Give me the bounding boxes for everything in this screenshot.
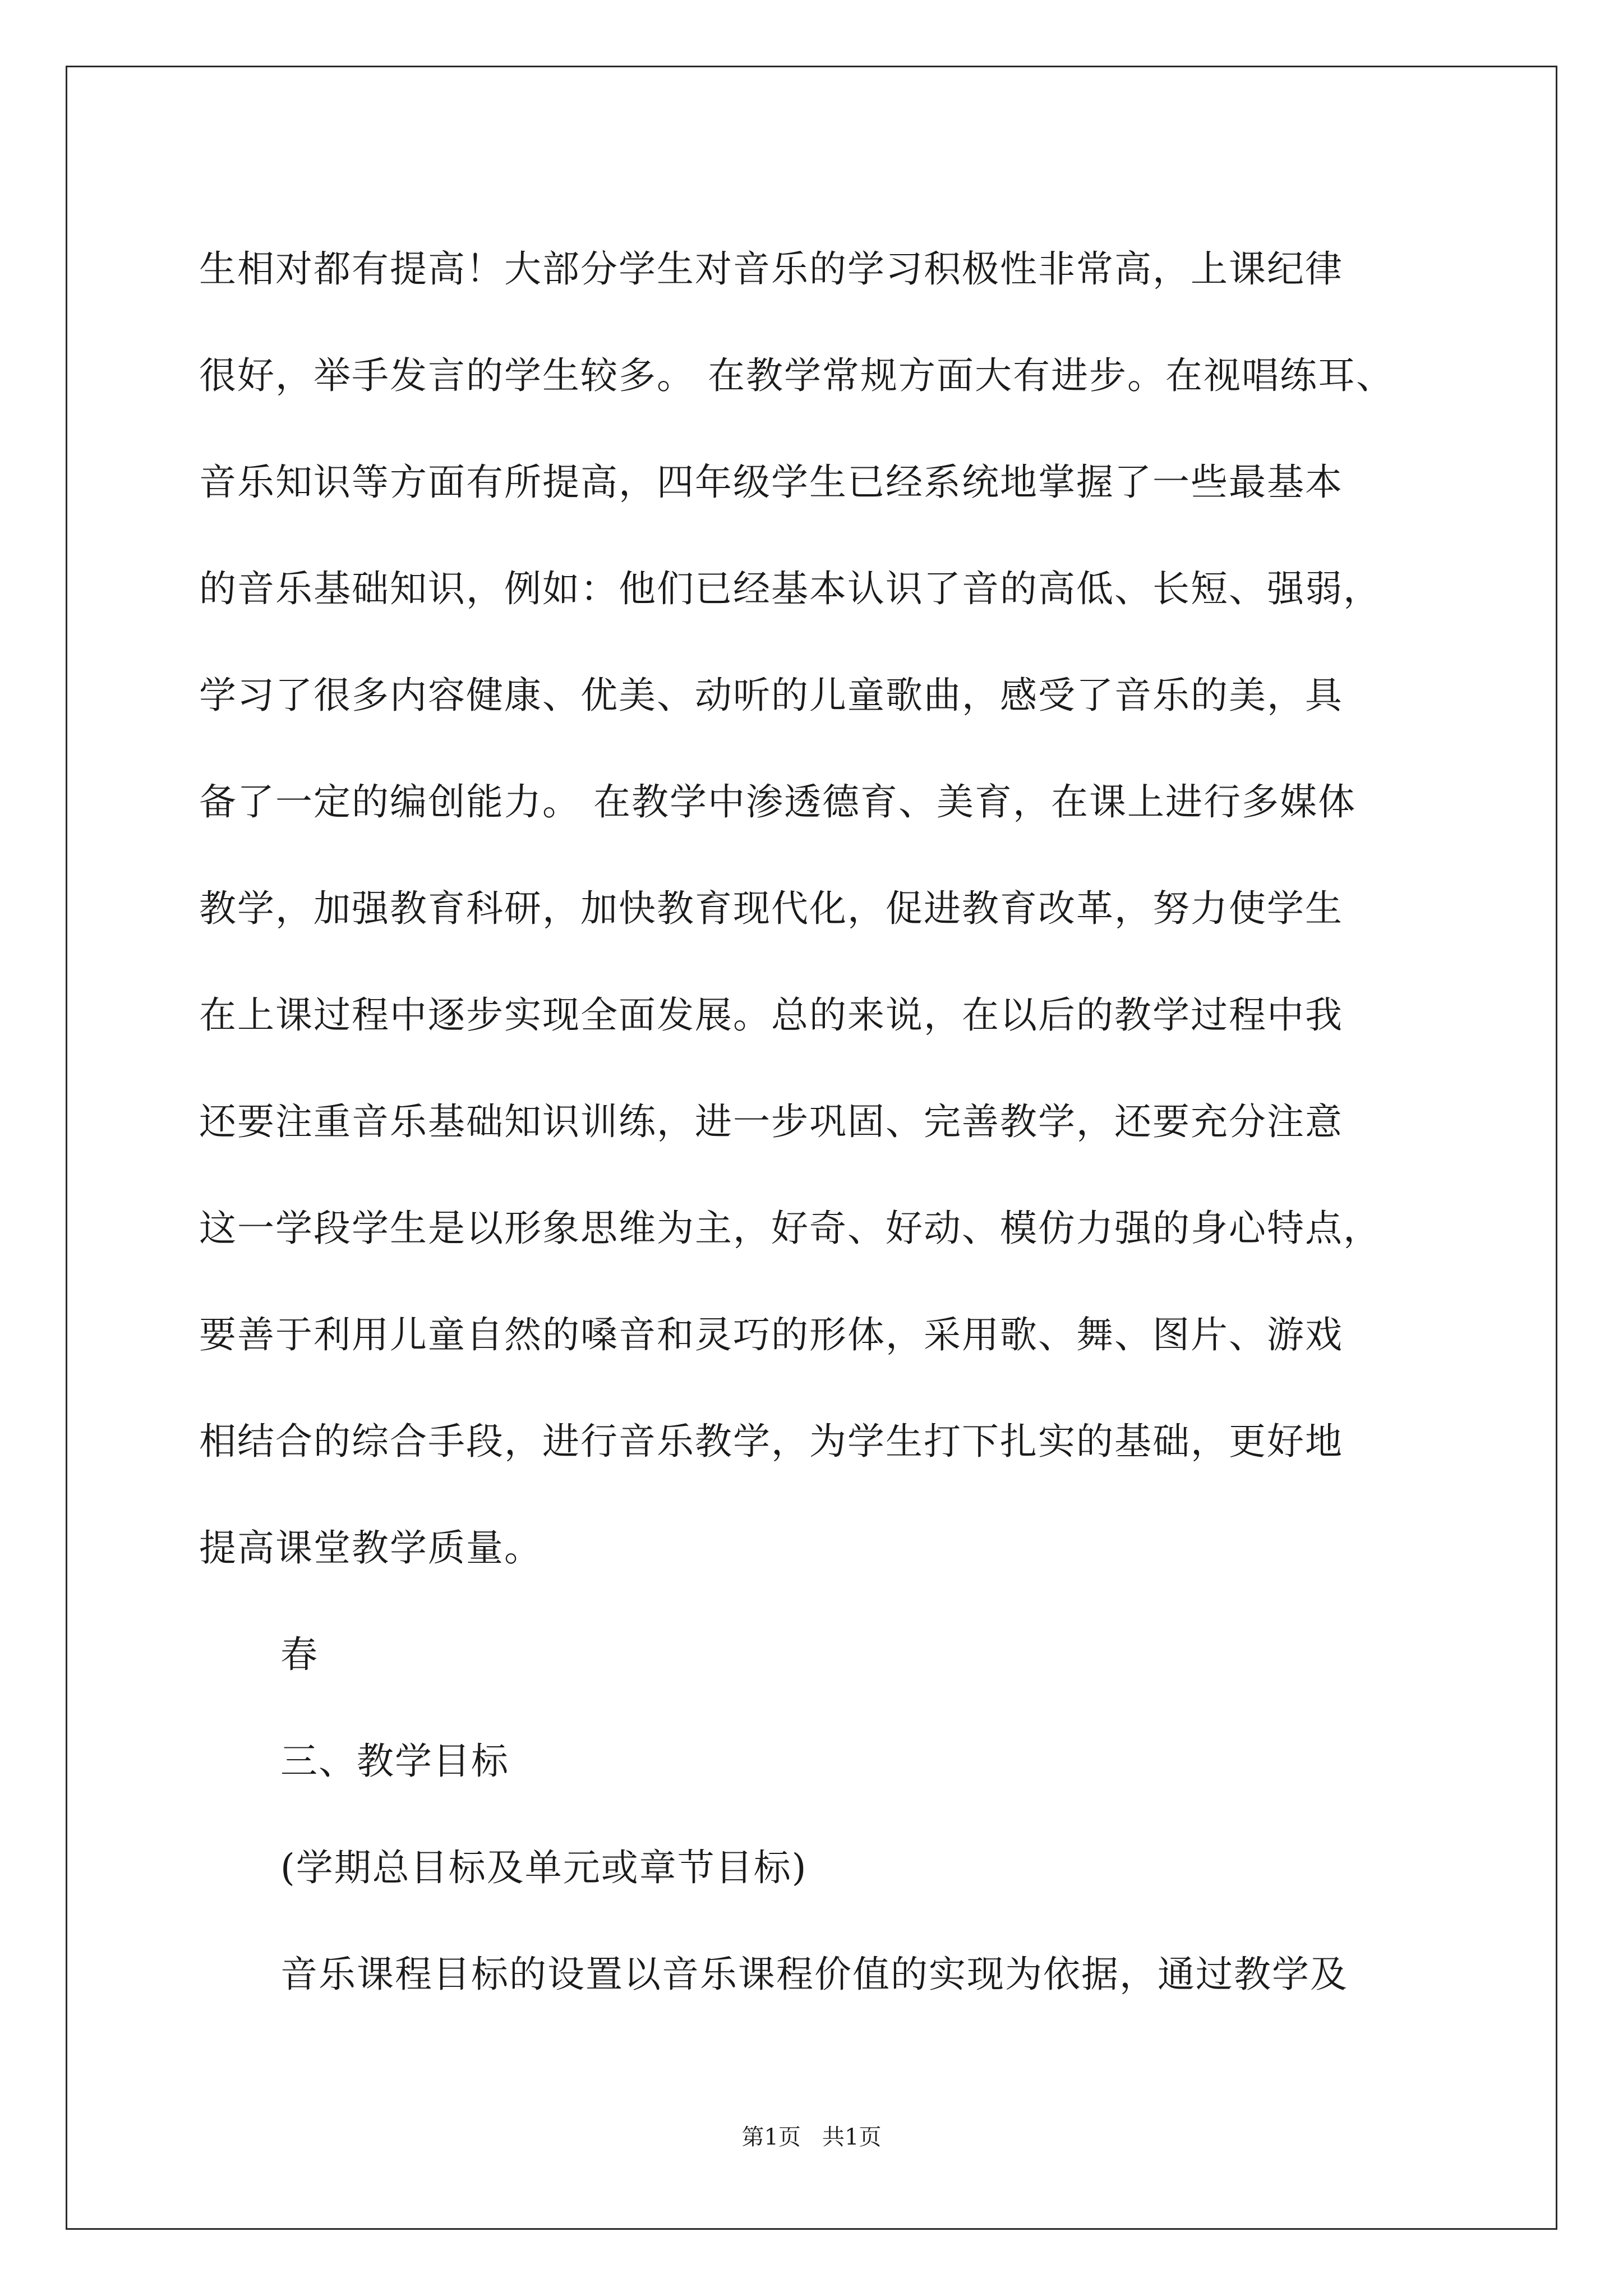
- body-line: 很好，举手发言的学生较多。 在教学常规方面大有进步。在视唱练耳、: [199, 354, 1394, 397]
- body-line: 要善于利用儿童自然的嗓音和灵巧的形体，采用歌、舞、图片、游戏: [199, 1313, 1343, 1356]
- body-line: 这一学段学生是以形象思维为主，好奇、好动、模仿力强的身心特点，: [199, 1207, 1381, 1250]
- section-subheading: (学期总目标及单元或章节目标): [280, 1846, 808, 1889]
- body-line: 学习了很多内容健康、优美、动听的儿童歌曲，感受了音乐的美，具: [199, 674, 1343, 717]
- page-number-footer: 第1页 共1页: [741, 2124, 882, 2150]
- body-line: 音乐课程目标的设置以音乐课程价值的实现为依据，通过教学及: [280, 1953, 1348, 1996]
- body-line: 音乐知识等方面有所提高，四年级学生已经系统地掌握了一些最基本: [199, 461, 1343, 504]
- body-line: 生相对都有提高！大部分学生对音乐的学习积极性非常高，上课纪律: [199, 247, 1343, 291]
- body-line: 的音乐基础知识，例如：他们已经基本认识了音的高低、长短、强弱，: [199, 567, 1381, 610]
- body-line: 相结合的综合手段，进行音乐教学，为学生打下扎实的基础，更好地: [199, 1420, 1343, 1463]
- section-heading: 三、教学目标: [280, 1740, 509, 1783]
- body-line: 提高课堂教学质量。: [199, 1526, 542, 1570]
- body-line: 备了一定的编创能力。 在教学中渗透德育、美育，在课上进行多媒体: [199, 780, 1356, 823]
- body-line: 春: [280, 1633, 319, 1676]
- body-line: 教学，加强教育科研，加快教育现代化，促进教育改革，努力使学生: [199, 887, 1343, 930]
- body-line: 还要注重音乐基础知识训练，进一步巩固、完善教学，还要充分注意: [199, 1100, 1343, 1143]
- body-line: 在上课过程中逐步实现全面发展。总的来说，在以后的教学过程中我: [199, 993, 1343, 1037]
- document-body: [199, 216, 1489, 2028]
